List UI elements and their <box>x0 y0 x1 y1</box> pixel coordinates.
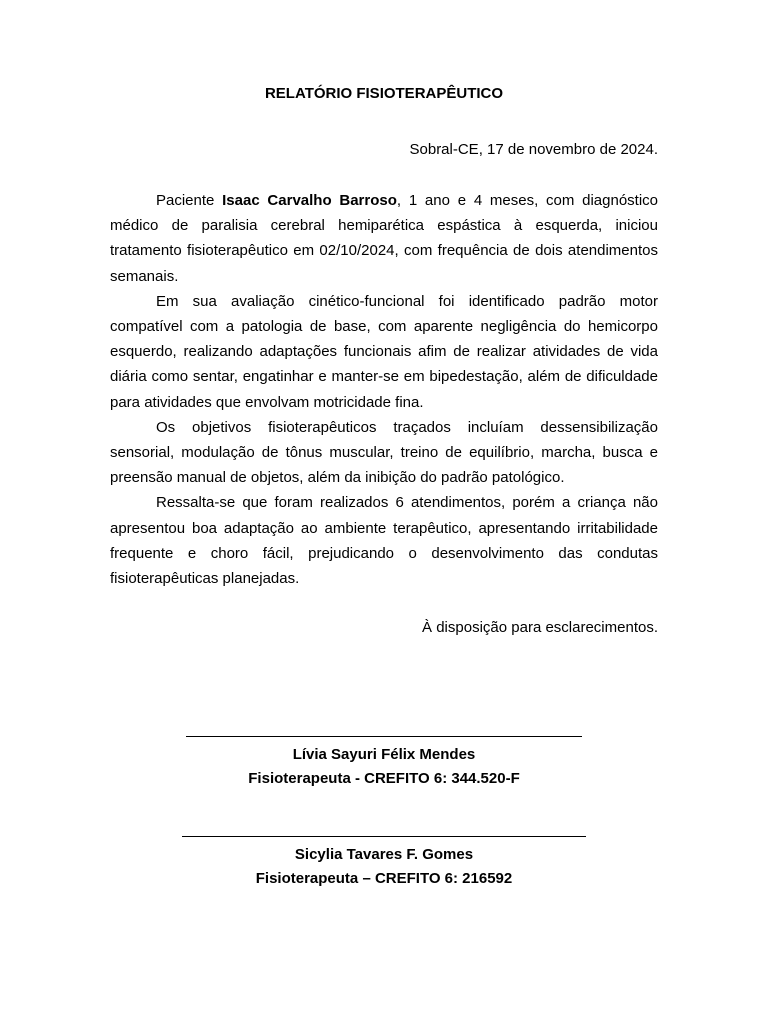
signatory-role: Fisioterapeuta - CREFITO 6: 344.520-F <box>248 770 520 787</box>
paragraph-outcome: Ressalta-se que foram realizados 6 atendimentos, porém a criança não apresentou boa adaptação ao ambiente terapêutico, apresentando irritabilidade frequente e choro fácil, prejudicando o desenvolvimento das condutas fisioterapêuticas planejadas. <box>110 494 658 588</box>
signature-block <box>0 736 768 791</box>
signatory-role: Fisioterapeuta – CREFITO 6: 216592 <box>255 870 513 887</box>
patient-name: Isaac Carvalho Barroso <box>222 192 397 209</box>
signatory-name: Sicylia Tavares F. Gomes <box>294 846 474 863</box>
signatory-name: Lívia Sayuri Félix Mendes <box>292 746 476 763</box>
document-title: RELATÓRIO FISIOTERAPÊUTICO <box>264 85 504 102</box>
date-line: Sobral-CE, 17 de novembro de 2024. <box>409 141 658 158</box>
paragraph-patient-info <box>110 188 658 289</box>
paragraph-evaluation: Em sua avaliação cinético-funcional foi identificado padrão motor compatível com a patologia de base, com aparente negligência do hemicorpo esquerdo, realizando adaptações funcionais afim de realizar atividades de vida diária como sentar, engatinhar e manter-se em bipedestação, além de dificuldade para atividades que envolvam motricidade fina. <box>110 292 658 411</box>
signature-line <box>182 836 586 837</box>
report-body <box>110 188 658 591</box>
closing-line: À disposição para esclarecimentos. <box>422 619 658 636</box>
signature-block <box>0 836 768 891</box>
paragraph-suffix: , 1 ano e 4 meses, com diagnóstico médico de paralisia cerebral hemiparética espástica à esquerda, iniciou tratamento fisioterapêutico em 02/10/2024, com frequência de dois atendimentos semanais. <box>110 192 659 285</box>
signature-line <box>186 736 582 737</box>
paragraph-prefix: Paciente <box>156 192 223 209</box>
paragraph-objectives: Os objetivos fisioterapêuticos traçados incluíam dessensibilização sensorial, modulação de tônus muscular, treino de equilíbrio, marcha, busca e preensão manual de objetos, além da inibição do padrão patológico. <box>110 418 658 487</box>
